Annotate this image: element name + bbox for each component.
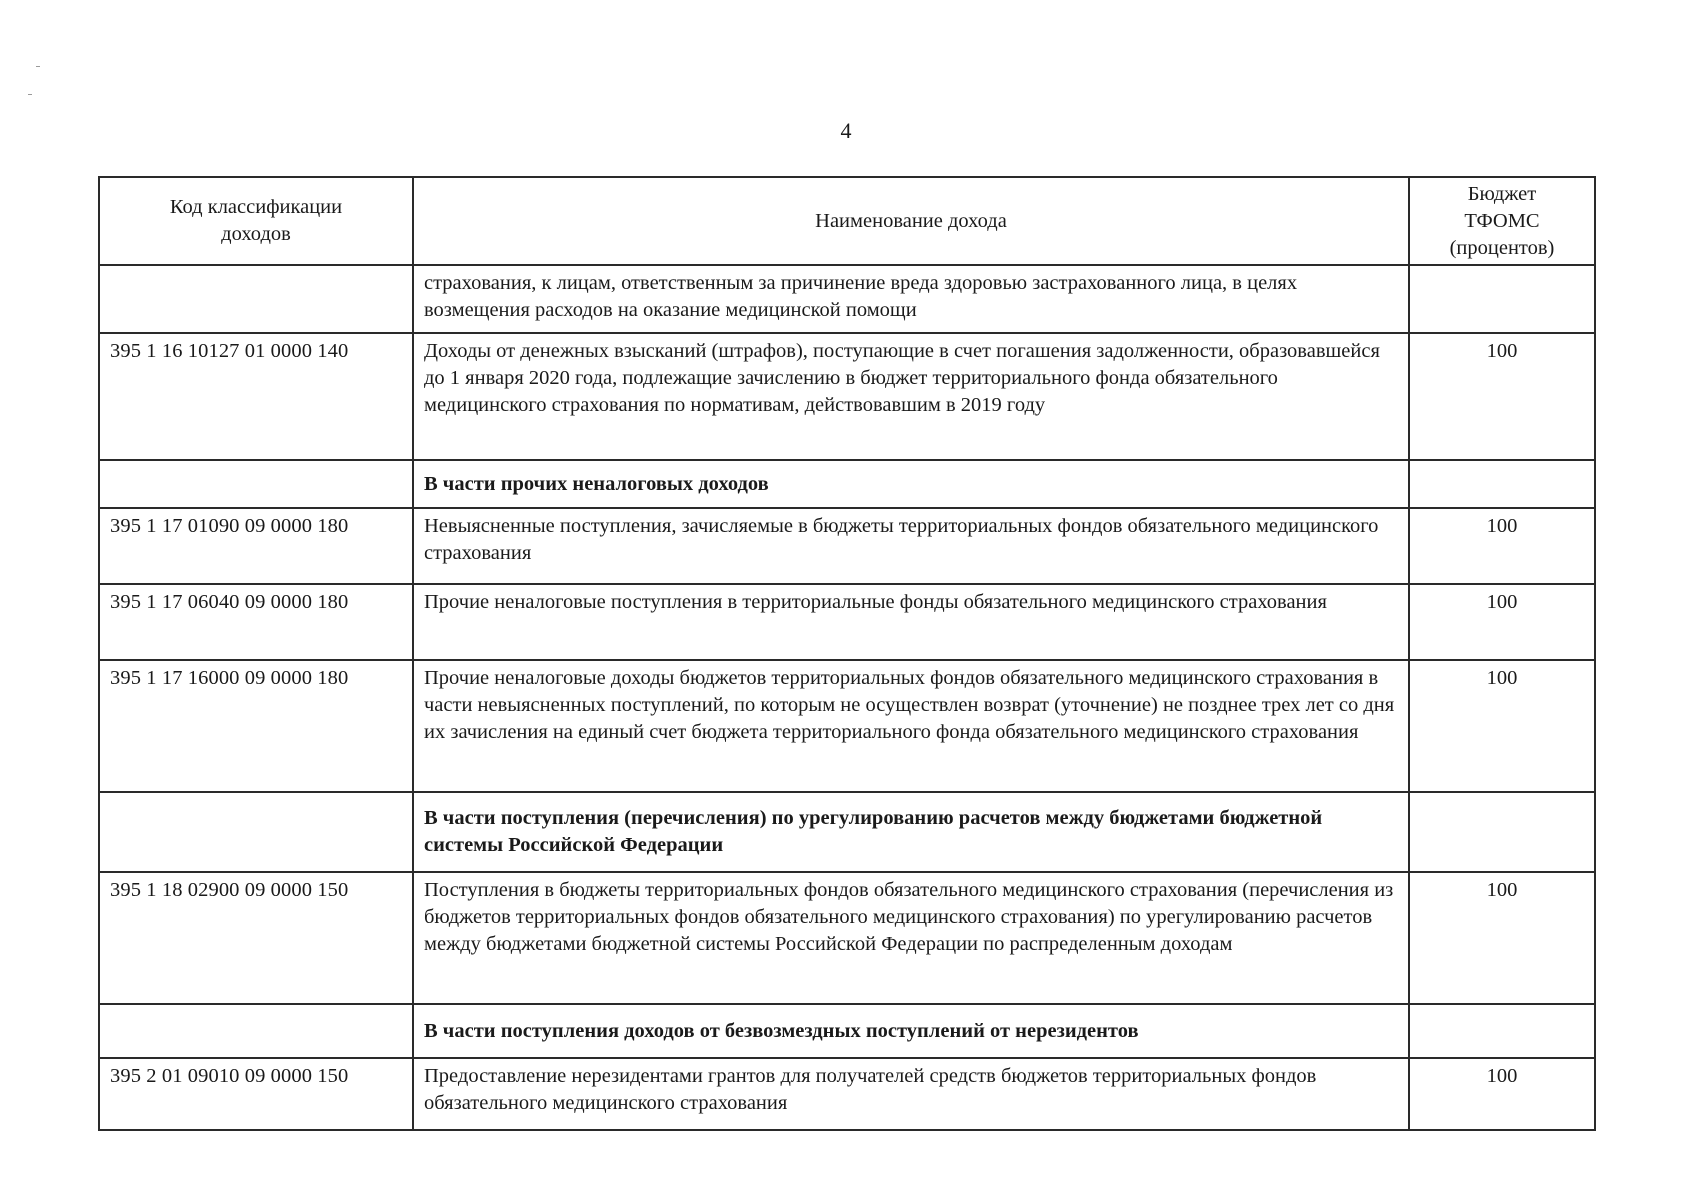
row-code	[99, 265, 413, 333]
row-name: Прочие неналоговые доходы бюджетов территориальных фондов обязательного медицинского страхования в части невыясненных поступлений, по которым не осуществлен возврат (уточнение) не позднее трех лет со дня их зачисления на единый счет бюджета территориального фонда обязательного медицинского страхования	[413, 660, 1409, 792]
table-row	[99, 1058, 1595, 1130]
header-code: Код классификации доходов	[99, 177, 413, 265]
row-name: Предоставление нерезидентами грантов для получателей средств бюджетов территориальных фондов обязательного медицинского страхования	[413, 1058, 1409, 1130]
row-name: Прочие неналоговые поступления в территориальные фонды обязательного медицинского страхования	[413, 584, 1409, 660]
table-header-row	[99, 177, 1595, 265]
row-name: Невыясненные поступления, зачисляемые в бюджеты территориальных фондов обязательного медицинского страхования	[413, 508, 1409, 584]
row-percent: 100	[1409, 584, 1595, 660]
table-row	[99, 508, 1595, 584]
row-percent: 100	[1409, 1058, 1595, 1130]
row-name: страхования, к лицам, ответственным за причинение вреда здоровью застрахованного лица, в целях возмещения расходов на оказание медицинской помощи	[413, 265, 1409, 333]
section-heading-row	[99, 1004, 1595, 1058]
table-row	[99, 265, 1595, 333]
row-code: 395 1 18 02900 09 0000 150	[99, 872, 413, 1004]
row-percent: 100	[1409, 872, 1595, 1004]
row-percent: 100	[1409, 508, 1595, 584]
table-row	[99, 872, 1595, 1004]
row-percent: 100	[1409, 333, 1595, 460]
row-code: 395 2 01 09010 09 0000 150	[99, 1058, 413, 1130]
section-heading-row	[99, 460, 1595, 508]
row-code	[99, 1004, 413, 1058]
section-heading: В части прочих неналоговых доходов	[413, 460, 1409, 508]
table-row	[99, 584, 1595, 660]
row-code: 395 1 17 01090 09 0000 180	[99, 508, 413, 584]
row-percent	[1409, 792, 1595, 872]
header-budget: Бюджет ТФОМС (процентов)	[1409, 177, 1595, 265]
income-classification-table	[98, 176, 1596, 1131]
section-heading: В части поступления (перечисления) по урегулированию расчетов между бюджетами бюджетной системы Российской Федерации	[413, 792, 1409, 872]
row-percent	[1409, 1004, 1595, 1058]
scan-mark	[36, 66, 40, 67]
row-percent: 100	[1409, 660, 1595, 792]
section-heading: В части поступления доходов от безвозмездных поступлений от нерезидентов	[413, 1004, 1409, 1058]
row-name: Поступления в бюджеты территориальных фондов обязательного медицинского страхования (перечисления из бюджетов территориальных фондов обязательного медицинского страхования) по урегулированию расчетов между бюджетами бюджетной системы Российской Федерации по распределенным доходам	[413, 872, 1409, 1004]
section-heading-row	[99, 792, 1595, 872]
row-percent	[1409, 265, 1595, 333]
row-percent	[1409, 460, 1595, 508]
table-row	[99, 333, 1595, 460]
page-number: 4	[840, 118, 852, 143]
header-name: Наименование дохода	[413, 177, 1409, 265]
row-code: 395 1 17 16000 09 0000 180	[99, 660, 413, 792]
row-code	[99, 792, 413, 872]
scan-mark	[28, 94, 32, 95]
row-name: Доходы от денежных взысканий (штрафов), поступающие в счет погашения задолженности, образовавшейся до 1 января 2020 года, подлежащие зачислению в бюджет территориального фонда обязательного медицинского страхования по нормативам, действовавшим в 2019 году	[413, 333, 1409, 460]
row-code: 395 1 17 06040 09 0000 180	[99, 584, 413, 660]
table-row	[99, 660, 1595, 792]
row-code: 395 1 16 10127 01 0000 140	[99, 333, 413, 460]
row-code	[99, 460, 413, 508]
